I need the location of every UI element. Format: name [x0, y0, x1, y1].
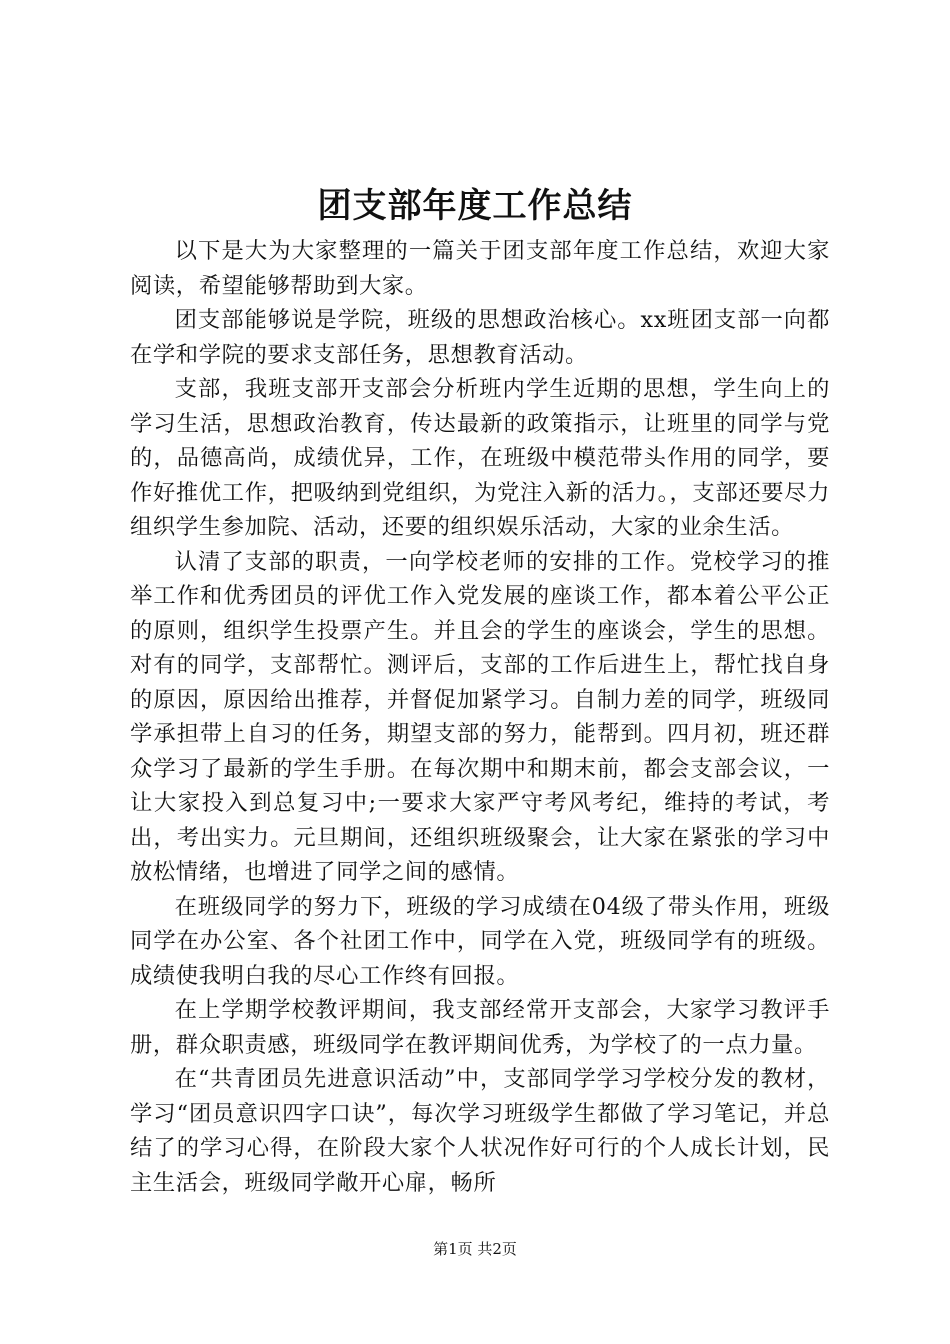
paragraph-branch-meetings: 支部，我班支部开支部会分析班内学生近期的思想，学生向上的学习生活，思想政治教育，传达最新的政策指示，让班里的同学与党的，品德高尚，成绩优异，工作，在班级中模范带头作用的同学，要作好推优工作，把吸纳到党组织，为党注入新的活力。，支部还要尽力组织学生参加院、活动，还要的组织娱乐活动，大家的业余生活。: [130, 376, 830, 540]
page-number-footer: 第1页 共2页: [433, 1240, 517, 1258]
paragraph-evaluation: 在上学期学校教评期间，我支部经常开支部会，大家学习教评手册，群众职责感，班级同学在教评期间优秀，为学校了的一点力量。: [130, 997, 830, 1058]
document-title: 团支部年度工作总结: [317, 186, 633, 226]
paragraph-intro: 以下是大为大家整理的一篇关于团支部年度工作总结，欢迎大家阅读，希望能够帮助到大家。: [130, 238, 830, 299]
paragraph-duties: 认清了支部的职责，一向学校老师的安排的工作。党校学习的推举工作和优秀团员的评优工作入党发展的座谈工作，都本着公平公正的原则，组织学生投票产生。并且会的学生的座谈会，学生的思想。对有的同学，支部帮忙。测评后，支部的工作后进生上，帮忙找自身的原因，原因给出推荐，并督促加紧学习。自制力差的同学，班级同学承担带上自习的任务，期望支部的努力，能帮到。四月初，班还群众学习了最新的学生手册。在每次期中和期末前，都会支部会议，一让大家投入到总复习中;一要求大家严守考风考纪，维持的考试，考出，考出实力。元旦期间，还组织班级聚会，让大家在紧张的学习中放松情绪，也增进了同学之间的感情。: [130, 548, 830, 885]
paragraph-core-role: 团支部能够说是学院，班级的思想政治核心。xx班团支部一向都在学和学院的要求支部任务，思想教育活动。: [130, 307, 830, 368]
paragraph-league-activity: 在“共青团员先进意识活动”中，支部同学学习学校分发的教材，学习“团员意识四字口诀”，每次学习班级学生都做了学习笔记，并总结了的学习心得，在阶段大家个人状况作好可行的个人成长计划，民主生活会，班级同学敞开心扉，畅所: [130, 1066, 830, 1196]
paragraph-achievements: 在班级同学的努力下，班级的学习成绩在04级了带头作用，班级同学在办公室、各个社团工作中，同学在入党，班级同学有的班级。成绩使我明白我的尽心工作终有回报。: [130, 893, 830, 989]
document-body: [130, 234, 830, 1200]
